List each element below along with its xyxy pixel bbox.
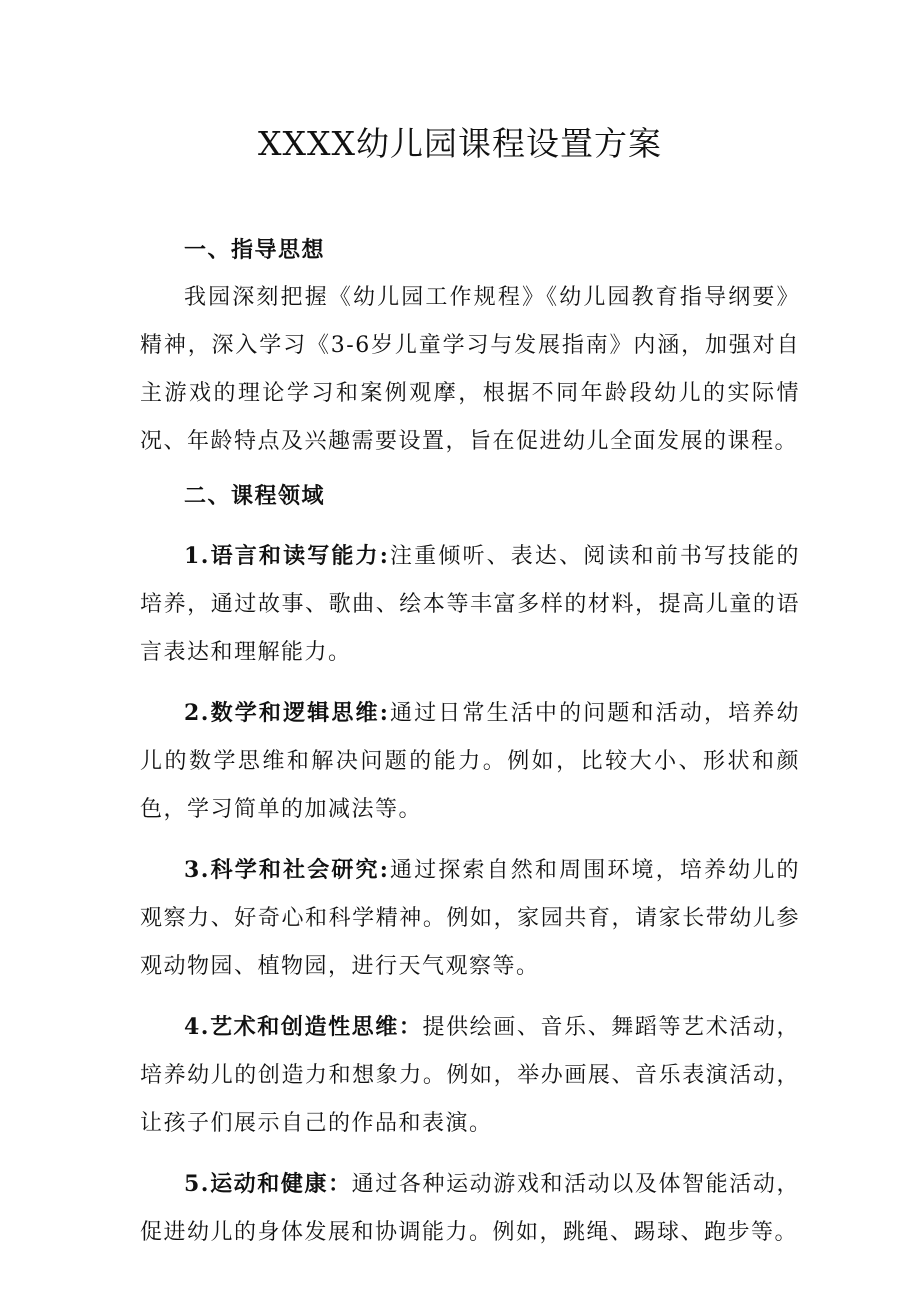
paragraph-language-literacy [140, 532, 800, 677]
paragraph-text: 通过日常生活中的问题和活动，培养幼儿的数学思维和解决问题的能力。例如，比较大小、形状和颜色，学习简单的加减法等。 [140, 701, 800, 822]
paragraph-art-creativity [140, 1003, 800, 1148]
document-title: XXXX幼儿园课程设置方案 [258, 124, 662, 163]
paragraph-text: 通过探索自然和周围环境，培养幼儿的观察力、好奇心和科学精神。例如，家园共育，请家长带幼儿参观动物园、植物园，进行天气观察等。 [140, 858, 800, 979]
document-body [140, 226, 800, 1257]
section-heading-guiding-thought: 一、指导思想 [184, 237, 326, 263]
section-heading-curriculum-areas: 二、课程领域 [184, 483, 326, 509]
paragraph-science-social [140, 846, 800, 991]
paragraph-sports-health [140, 1160, 800, 1257]
paragraph-lead: 3.科学和社会研究: [184, 857, 390, 883]
paragraph-text: 注重倾听、表达、阅读和前书写技能的培养，通过故事、歌曲、绘本等丰富多样的材料，提高儿童的语言表达和理解能力。 [140, 544, 800, 665]
paragraph-text: 提供绘画、音乐、舞蹈等艺术活动，培养幼儿的创造力和想象力。例如，举办画展、音乐表演活动，让孩子们展示自己的作品和表演。 [140, 1015, 800, 1136]
paragraph-lead: 4.艺术和创造性思维： [184, 1014, 423, 1040]
paragraph-guiding-thought [140, 274, 800, 466]
paragraph-math-logic [140, 689, 800, 834]
paragraph-lead: 5.运动和健康： [184, 1171, 352, 1197]
paragraph-lead: 2.数学和逻辑思维: [184, 700, 390, 726]
paragraph-lead: 1.语言和读写能力: [184, 543, 390, 569]
paragraph-text: 我园深刻把握《幼儿园工作规程》《幼儿园教育指导纲要》精神，深入学习《3-6岁儿童学习与发展指南》内涵，加强对自主游戏的理论学习和案例观摩，根据不同年龄段幼儿的实际情况、年龄特点及兴趣需要设置，旨在促进幼儿全面发展的课程。 [140, 285, 800, 454]
paragraph-text: 通过各种运动游戏和活动以及体智能活动，促进幼儿的身体发展和协调能力。例如，跳绳、踢球、跑步等。 [140, 1172, 800, 1245]
